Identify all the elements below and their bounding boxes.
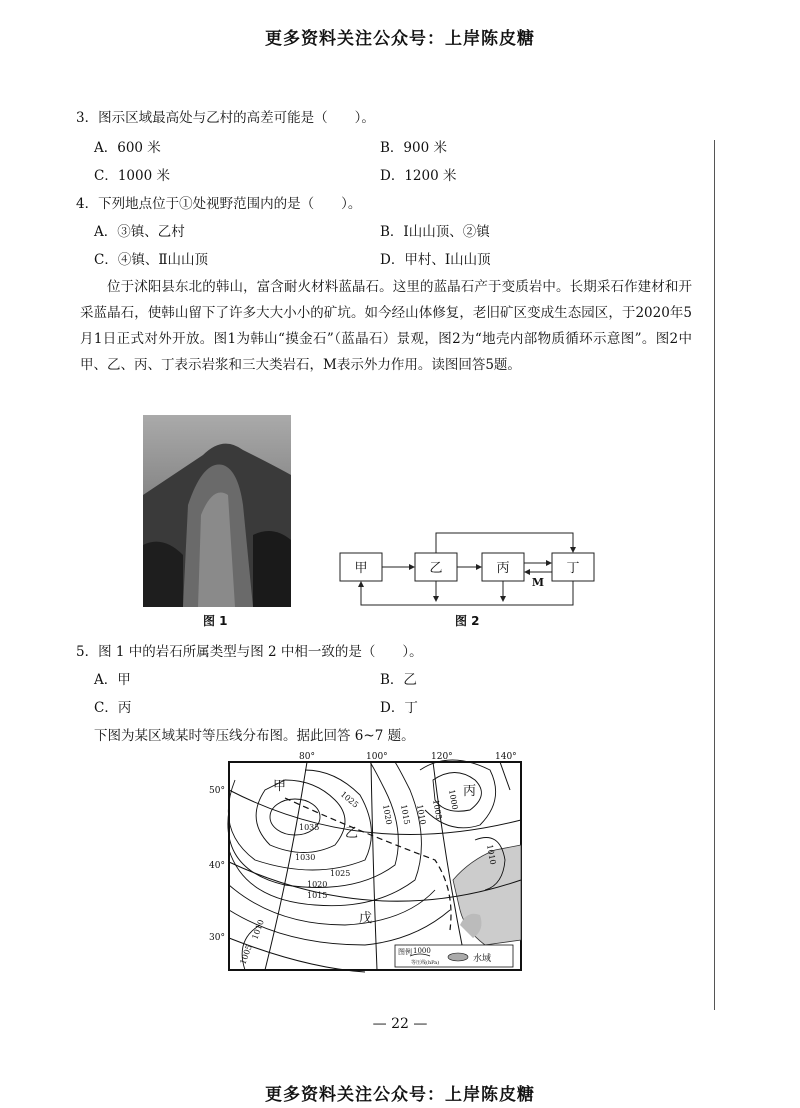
lon-label: 80° (299, 752, 315, 762)
isobar-label: 1005 (431, 798, 444, 821)
figure-1-photo (143, 415, 291, 607)
question-4-option-d: D．甲村、Ⅰ山山顶 (380, 252, 491, 268)
question-5-stem: 5．图 1 中的岩石所属类型与图 2 中相一致的是（ ）。 (76, 644, 423, 660)
question-3-option-d: D．1200 米 (380, 168, 457, 184)
isobar-label: 1005 (238, 943, 254, 966)
isobar-label: 1000 (447, 788, 460, 811)
lon-label: 100° (366, 752, 388, 762)
lat-label: 50° (209, 786, 225, 796)
legend-isobar-unit: 等压线(hPa) (411, 960, 440, 966)
box-yi-label: 乙 (429, 561, 443, 576)
question-3-option-c: C．1000 米 (94, 168, 170, 184)
box-jia-label: 甲 (354, 561, 368, 576)
question-3-option-b: B．900 米 (380, 140, 447, 156)
page-header-watermark: 更多资料关注公众号：上岸陈皮糖 (265, 29, 535, 49)
question-5-option-b: B．乙 (380, 672, 417, 688)
lon-label: 120° (431, 752, 453, 762)
question-4-option-b: B．Ⅰ山山顶、②镇 (380, 224, 490, 240)
box-ding-label: 丁 (566, 561, 580, 576)
isobar-label: 1020 (381, 803, 394, 826)
m-label: M (531, 576, 545, 589)
margin-rule (714, 140, 715, 1010)
legend-isobar: 1000 (413, 947, 431, 955)
isobar-label: 1010 (250, 918, 266, 941)
isobar-label: 1025 (330, 869, 351, 878)
place-label: 戊 (359, 911, 373, 926)
question-5-option-c: C．丙 (94, 700, 132, 716)
isobar-label: 1020 (307, 880, 328, 889)
question-3-stem: 3．图示区域最高处与乙村的高差可能是（ ）。 (76, 110, 375, 126)
figure-2-caption: 图 2 (455, 614, 480, 628)
map-intro: 下图为某区域某时等压线分布图。据此回答 6~7 题。 (94, 728, 415, 744)
isobar-label: 1025 (338, 789, 361, 810)
figure-1-caption: 图 1 (203, 614, 228, 628)
lat-label: 30° (209, 933, 225, 943)
lat-label: 40° (209, 861, 225, 871)
legend-title: 图例 (398, 948, 412, 956)
question-4-option-a: A．③镇、乙村 (94, 224, 185, 240)
isobar-label: 1010 (485, 843, 498, 866)
question-4-option-c: C．④镇、Ⅱ山山顶 (94, 252, 209, 268)
page-footer-watermark: 更多资料关注公众号：上岸陈皮糖 (265, 1085, 535, 1105)
question-5-option-a: A．甲 (94, 672, 131, 688)
reading-passage: 位于沭阳县东北的韩山，富含耐火材料蓝晶石。这里的蓝晶石产于变质岩中。长期采石作建材和开采蓝晶石，使韩山留下了许多大大小小的矿坑。如今经山体修复，老旧矿区变成生态园区，于2020年5月1日正式对外开放。图1为韩山“摸金石”（蓝晶石）景观，图2为“地壳内部物质循环示意图”。图2中甲、乙、丙、丁表示岩浆和三大类岩石，M表示外力作用。读图回答5题。 (80, 279, 692, 373)
question-5-option-d: D．丁 (380, 700, 418, 716)
figure-2-diagram (330, 525, 610, 610)
box-bing-label: 丙 (496, 561, 510, 576)
isobar-label: 1015 (399, 803, 412, 826)
legend-water: 水域 (473, 954, 492, 964)
isobar-label: 1030 (295, 853, 316, 862)
page-number: — 22 — (372, 1016, 428, 1032)
lon-label: 140° (495, 752, 517, 762)
question-3-option-a: A．600 米 (94, 140, 161, 156)
isobar-label: 1015 (307, 891, 328, 900)
isobar-label: 1010 (415, 803, 428, 826)
isobar-map (205, 750, 525, 975)
place-label: 乙 (345, 826, 359, 841)
isobar-label: 1035 (299, 823, 320, 832)
question-4-stem: 4．下列地点位于①处视野范围内的是（ ）。 (76, 196, 362, 212)
place-label: 甲 (273, 779, 287, 794)
place-label: 丙 (463, 784, 477, 799)
water-swatch (448, 953, 468, 961)
